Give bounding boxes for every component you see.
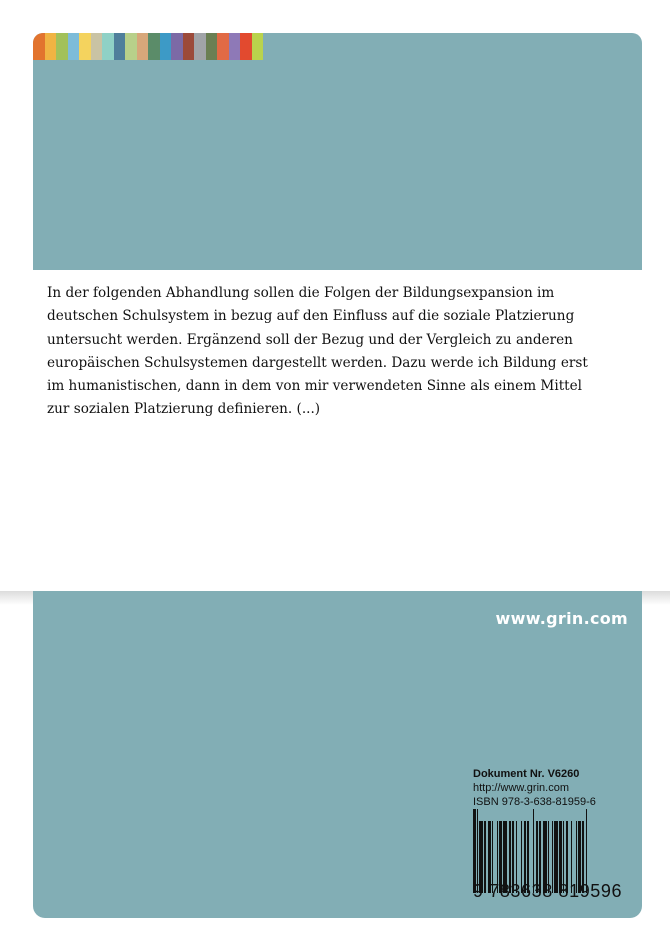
- cover-top-panel: [33, 33, 642, 270]
- strip-color-14: [194, 33, 206, 60]
- cover-bottom-panel: [33, 591, 642, 918]
- strip-color-8: [125, 33, 137, 60]
- strip-color-4: [79, 33, 91, 60]
- color-strip: [33, 33, 263, 60]
- barcode-digits: 9 783638 819596: [473, 881, 623, 901]
- strip-color-10: [148, 33, 160, 60]
- strip-color-0: [33, 33, 45, 60]
- strip-color-11: [160, 33, 172, 60]
- strip-color-3: [68, 33, 80, 60]
- info-url[interactable]: http://www.grin.com: [473, 782, 569, 794]
- strip-color-6: [102, 33, 114, 60]
- strip-color-16: [217, 33, 229, 60]
- barcode: [473, 809, 633, 902]
- blurb-text: In der folgenden Abhandlung sollen die Folgen der Bildungsexpansion im deutschen Schulsystem in bezug auf den Einfluss auf die soziale Platzierung untersucht werden. Ergänzend soll der Bezug und der Vergleich zu anderen europäischen Schulsystemen dargestellt werden. Dazu werde ich Bildung erst im humanistischen, dann in dem von mir verwendeten Sinne als einem Mittel zur sozialen Platzierung definieren. (...): [47, 285, 588, 418]
- strip-color-18: [240, 33, 252, 60]
- strip-color-12: [171, 33, 183, 60]
- strip-color-15: [206, 33, 218, 60]
- isbn-label: ISBN 978-3-638-81959-6: [473, 796, 596, 808]
- strip-color-9: [137, 33, 149, 60]
- strip-color-17: [229, 33, 241, 60]
- website-label[interactable]: www.grin.com: [495, 609, 628, 628]
- strip-color-13: [183, 33, 195, 60]
- strip-color-2: [56, 33, 68, 60]
- strip-color-7: [114, 33, 126, 60]
- strip-color-1: [45, 33, 57, 60]
- strip-color-5: [91, 33, 103, 60]
- strip-color-19: [252, 33, 264, 60]
- doc-number: Dokument Nr. V6260: [473, 768, 580, 780]
- publication-info: [473, 767, 596, 809]
